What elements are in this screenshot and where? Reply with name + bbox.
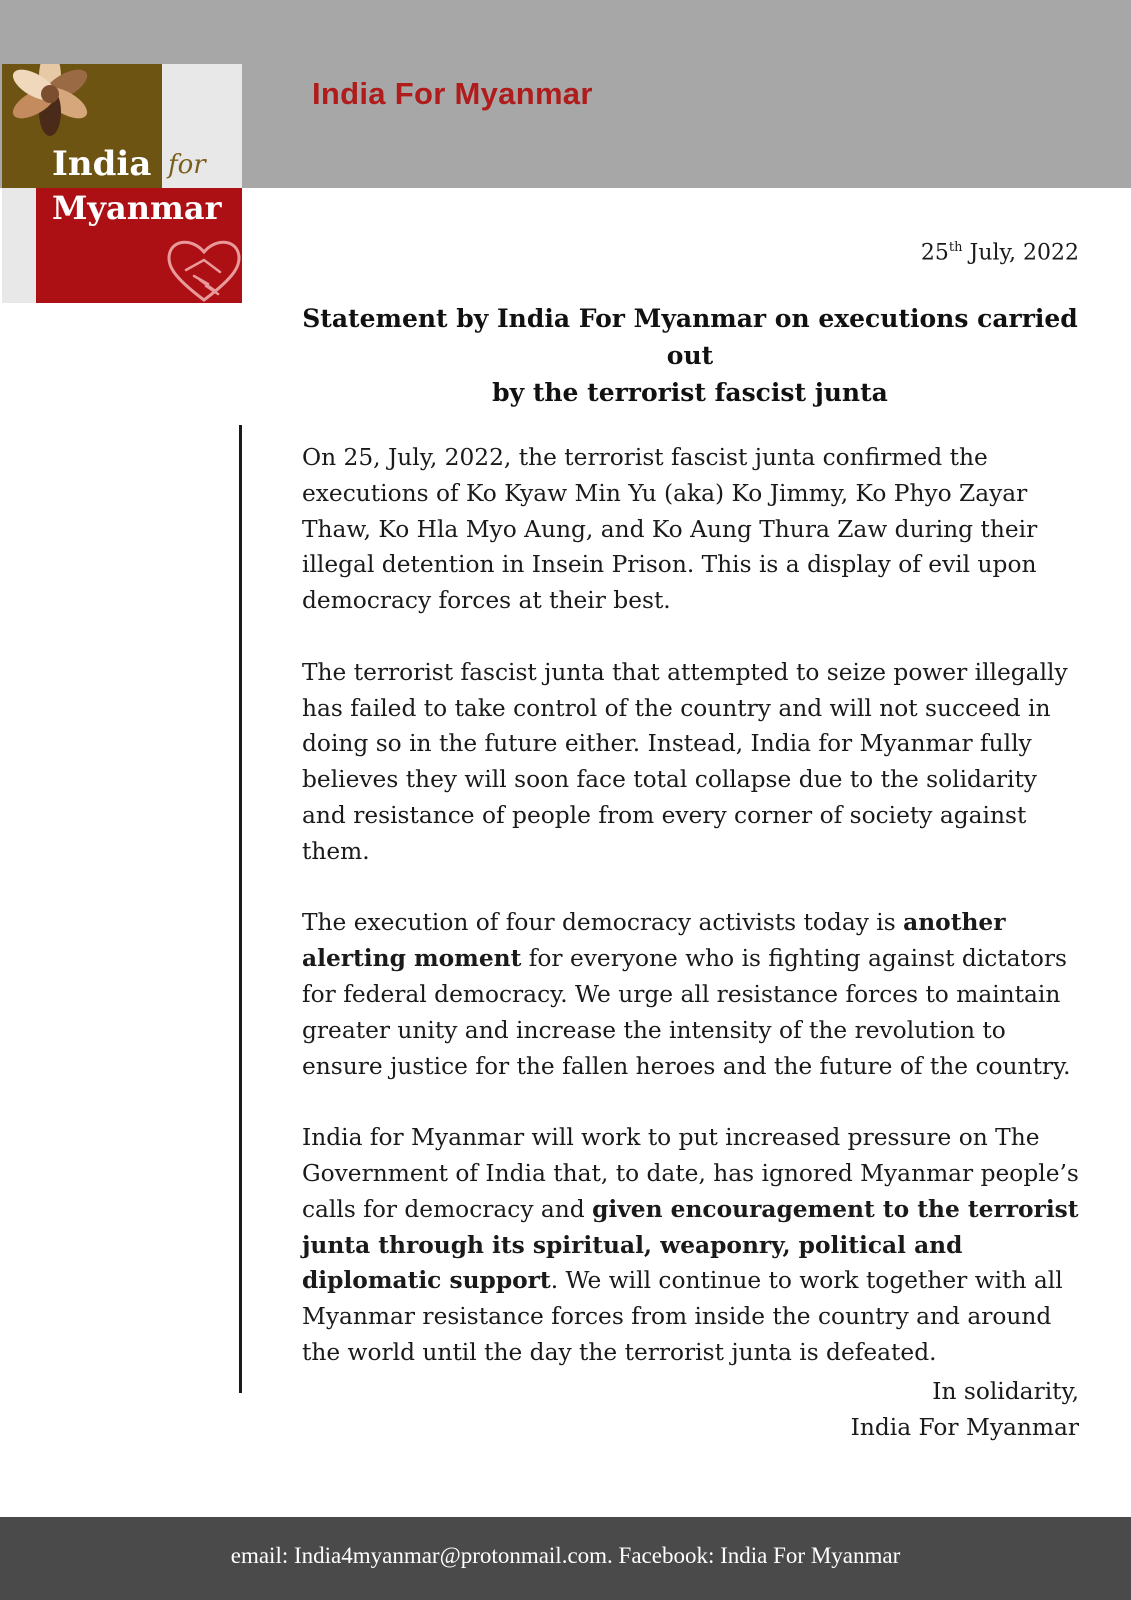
statement-body (302, 440, 1087, 1407)
body-paragraph: On 25, July, 2022, the terrorist fascist junta confirmed the executions of Ko Kyaw Min Yu (aka) Ko Jimmy, Ko Phyo Zayar Thaw, Ko Hla Myo Aung, and Ko Aung Thura Zaw during their illegal detention in Insein Prison. This is a display of evil upon democracy forces at their best. (302, 444, 1038, 615)
paragraph-text: India for Myanmar will work to put increased pressure on The Government of India that, to date, has ignored Myanmar people’s calls for democracy and (302, 1124, 1079, 1223)
footer-contact: email: India4myanmar@protonmail.com. Facebook: India For Myanmar (230, 1543, 901, 1568)
body-paragraph (302, 1120, 1087, 1371)
logo-text-india: India (52, 144, 152, 184)
paragraph-text: The execution of four democracy activists today is (302, 909, 904, 937)
paragraph-text: for everyone who is fighting against dictators for federal democracy. We urge all resistance forces to maintain greater unity and increase the intensity of the revolution to ensure justice for the fallen heroes and the future of the country. (302, 945, 1071, 1080)
sign-off (851, 1374, 1079, 1446)
statement-title-line: Statement by India For Myanmar on executions carried out (302, 304, 1078, 370)
footer-band (0, 1517, 1131, 1600)
logo-grey-panel-bottom (2, 188, 36, 303)
paragraph-emphasis: another alerting moment (302, 909, 1006, 973)
header-title: India For Myanmar (312, 76, 593, 111)
paragraph-emphasis: given encouragement to the terrorist junta through its spiritual, weaponry, political and diplomatic support (302, 1195, 1079, 1295)
statement-title (300, 300, 1080, 411)
date-month-year: July, 2022 (962, 240, 1079, 266)
closing-line: In solidarity, (932, 1378, 1079, 1405)
logo-text-myanmar: Myanmar (52, 189, 222, 227)
heart-handshake-icon (164, 236, 242, 303)
signature-line: India For Myanmar (850, 1413, 1079, 1441)
statement-date (921, 240, 1079, 265)
paragraph-text: . We will continue to work together with all Myanmar resistance forces from inside the country and around the world until the day the terrorist junta is defeated. (302, 1267, 1063, 1366)
body-paragraph (302, 905, 1087, 1084)
logo-text-for: for (168, 150, 206, 180)
body-paragraph: The terrorist fascist junta that attempted to seize power illegally has failed to take control of the country and will not succeed in doing so in the future either. Instead, India for Myanmar fully believes they will soon face total collapse due to the solidarity and resistance of people from every corner of society against them. (302, 658, 1068, 865)
statement-title-line: by the terrorist fascist junta (492, 378, 888, 407)
date-day: 25 (920, 240, 949, 266)
organization-logo (2, 64, 242, 303)
vertical-divider (239, 425, 242, 1393)
date-ordinal: th (948, 240, 963, 255)
